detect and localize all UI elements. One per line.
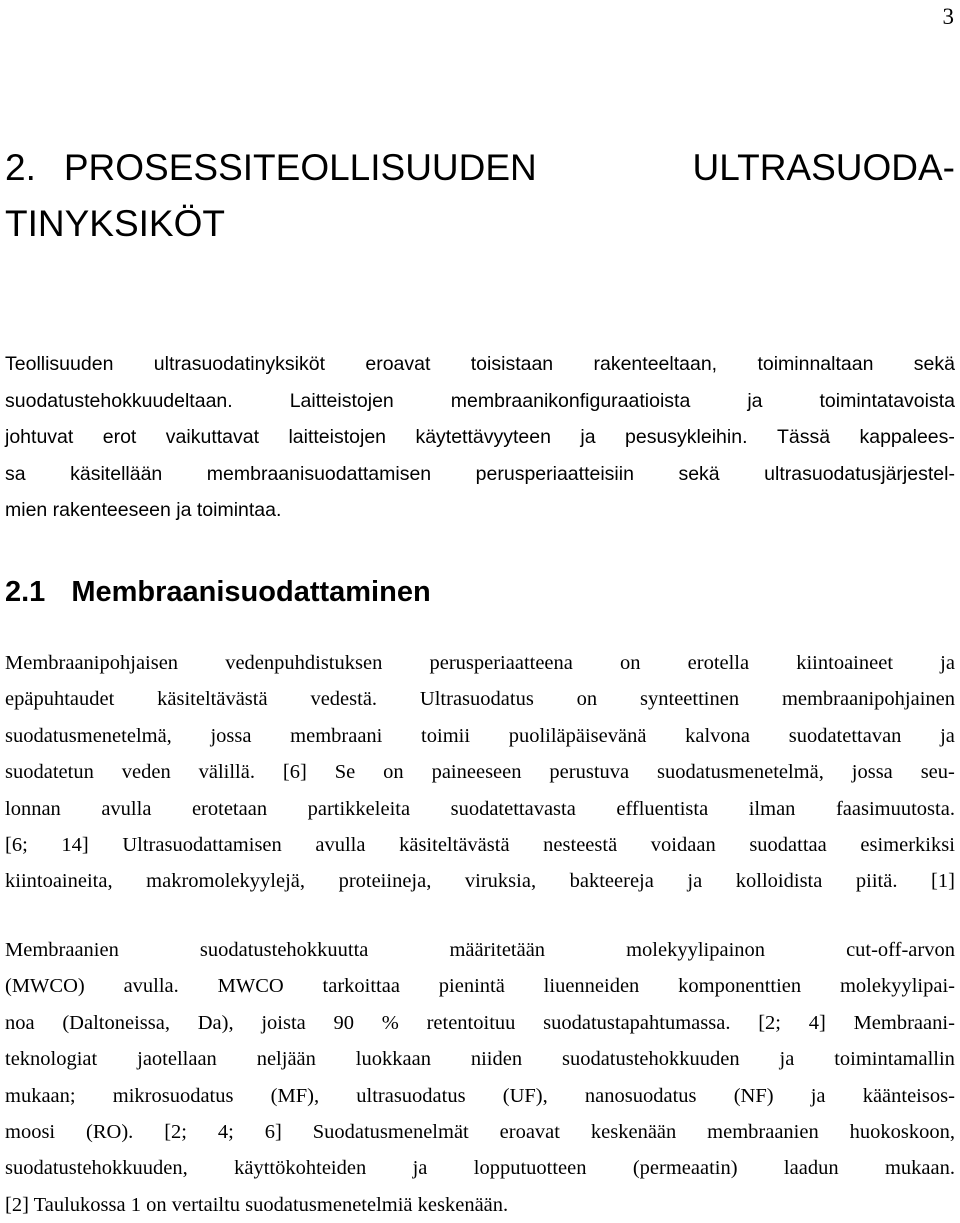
word: avulla [101, 797, 152, 820]
word: epäpuhtaudet [5, 688, 115, 711]
word: mukaan. [884, 1157, 955, 1180]
word: suodatustehokkuutta [199, 939, 369, 961]
word: käsitellään [70, 462, 163, 485]
word: teknologiat [5, 1048, 98, 1071]
word: erot [102, 426, 137, 449]
word: suodatettavan [788, 724, 902, 747]
word: tarkoittaa [322, 975, 400, 998]
word: seu- [920, 761, 955, 784]
word: vedenpuhdistuksen [225, 652, 383, 674]
word: kiintoaineita, [5, 870, 113, 893]
word: [2; [758, 1011, 781, 1034]
word: pienintä [438, 975, 505, 998]
word: Ultrasuodattamisen [122, 834, 282, 857]
word: on [576, 688, 598, 711]
word: laitteistojen [288, 426, 387, 449]
word: jossa [851, 761, 893, 784]
word: kalvona [685, 724, 751, 747]
word: jaotellaan [137, 1048, 217, 1071]
word: 6] [264, 1121, 282, 1144]
word: Suodatusmenelmät [312, 1121, 469, 1144]
word: ja [810, 1084, 826, 1107]
word: laadun [783, 1157, 839, 1180]
word: (UF), [502, 1084, 548, 1107]
word: niiden [470, 1048, 523, 1071]
word: ja [779, 1048, 795, 1071]
word: viruksia, [464, 870, 537, 893]
body-paragraph-2 [5, 932, 955, 1223]
paragraph-line: [2] Taulukossa 1 on vertailtu suodatusmenetelmiä keskenään. [5, 1193, 509, 1216]
intro-paragraph [5, 346, 955, 529]
word: kolloidista [735, 870, 823, 893]
word: sa [5, 462, 26, 485]
word: [6; [5, 834, 28, 857]
word: retentoituu [426, 1011, 516, 1034]
word: molekyylipai- [839, 975, 955, 998]
paragraph-line [5, 932, 955, 968]
word: johtuvat [5, 426, 74, 449]
word: Teollisuuden [5, 353, 114, 375]
word: toisistaan [470, 353, 554, 375]
word: keskenään [590, 1121, 677, 1144]
paragraph-line [5, 827, 955, 863]
word: suodatettavasta [450, 797, 576, 820]
word: neljään [256, 1048, 316, 1071]
word: paineeseen [431, 761, 522, 784]
chapter-title-part-3: TINYKSIKÖT [5, 203, 225, 244]
paragraph-line [5, 681, 955, 717]
word: joista [261, 1011, 306, 1034]
paragraph-line [5, 1041, 955, 1077]
word: (Daltoneissa, [62, 1011, 170, 1034]
word: membraanikonfiguraatioista [450, 389, 691, 412]
word: on [383, 761, 404, 784]
word: faasimuutosta. [835, 797, 955, 820]
word: sekä [913, 353, 955, 375]
body-paragraph-1 [5, 645, 955, 900]
word: Membraani- [853, 1011, 955, 1034]
paragraph-line [5, 1150, 955, 1186]
word: Membraanipohjaisen [5, 652, 179, 674]
word: membraanien [707, 1121, 819, 1144]
word: eroavat [499, 1121, 560, 1144]
word: sekä [678, 462, 720, 485]
word: bakteereja [569, 870, 654, 893]
word: moosi [5, 1121, 56, 1144]
word: [2; [164, 1121, 187, 1144]
chapter-title-part-2: ULTRASUODA- [692, 147, 955, 188]
word: puoliläpäisevänä [508, 724, 647, 747]
word: partikkeleita [307, 797, 411, 820]
word: liuenneiden [543, 975, 640, 998]
word: erotetaan [191, 797, 268, 820]
word: esimerkiksi [860, 834, 955, 857]
paragraph-line [5, 863, 955, 899]
word: Ultrasuodatus [419, 688, 534, 711]
paragraph-line [5, 718, 955, 754]
word: Se [334, 761, 356, 784]
word: ja [412, 1157, 428, 1180]
word: synteettinen [640, 688, 740, 711]
word: avulla. [123, 975, 179, 998]
word: toimintatavoista [819, 389, 955, 412]
word: lonnan [5, 797, 61, 820]
intro-line [5, 346, 955, 383]
word: [6] [282, 761, 307, 784]
word: (NF) [733, 1084, 774, 1107]
word: vedestä. [310, 688, 378, 711]
word: proteiineja, [338, 870, 432, 893]
intro-line [5, 419, 955, 456]
chapter-number: 2. [5, 147, 36, 188]
paragraph-line [5, 791, 955, 827]
word: pesusykleihin. [625, 426, 748, 449]
paragraph-line [5, 754, 955, 790]
word: ja [580, 426, 596, 449]
word: kappalees- [859, 426, 955, 449]
word: jossa [210, 724, 252, 747]
word: eroavat [365, 353, 431, 375]
word: erotella [687, 652, 750, 674]
intro-line: mien rakenteeseen ja toimintaa. [5, 499, 282, 522]
word: effluentista [616, 797, 709, 820]
word: perusperiaatteena [429, 652, 573, 674]
word: ja [940, 724, 955, 747]
word: nesteestä [543, 834, 618, 857]
page-number: 3 [942, 4, 954, 29]
word: veden [121, 761, 171, 784]
word: ja [747, 389, 763, 412]
word: vaikuttavat [165, 426, 260, 449]
paragraph-line [5, 1078, 955, 1114]
word: mukaan; [5, 1084, 76, 1107]
word: huokoskoon, [849, 1121, 955, 1144]
word: käytettävyyteen [415, 426, 551, 449]
paragraph-line [5, 1005, 955, 1041]
word: ilman [748, 797, 796, 820]
word: membraanisuodattamisen [206, 462, 432, 485]
word: cut-off-arvon [846, 939, 955, 961]
word: Laitteistojen [289, 389, 394, 412]
word: on [620, 652, 641, 674]
word: (RO). [86, 1121, 134, 1144]
chapter-title [5, 140, 955, 252]
word: luokkaan [355, 1048, 431, 1071]
word: 14] [61, 834, 89, 857]
word: ultrasuodatinyksiköt [153, 353, 326, 375]
word: määritetään [449, 939, 546, 961]
section-number: 2.1 [5, 576, 46, 608]
word: suodatustehokkuudeltaan. [5, 389, 233, 412]
word: avulla [315, 834, 366, 857]
word: nanosuodatus [584, 1084, 697, 1107]
word: toimintamallin [834, 1048, 955, 1071]
word: toimii [421, 724, 471, 747]
word: kiintoaineet [796, 652, 894, 674]
section-heading: Membraanisuodattaminen [71, 576, 431, 608]
word: suodatustapahtumassa. [543, 1011, 731, 1034]
paragraph-line [5, 645, 955, 681]
word: membraani [290, 724, 383, 747]
word: perusperiaatteisiin [475, 462, 634, 485]
word: suodatusmenetelmä, [657, 761, 824, 784]
word: lopputuotteen [473, 1157, 587, 1180]
word: noa [5, 1011, 35, 1034]
word: Tässä [776, 426, 831, 449]
chapter-title-main [5, 140, 537, 196]
word: suodatustehokkuuden [561, 1048, 740, 1071]
word: (MWCO) [5, 975, 85, 998]
word: ja [940, 652, 955, 674]
word: ja [687, 870, 703, 893]
word: % [381, 1011, 399, 1034]
word: käänteisos- [862, 1084, 955, 1107]
word: Membraanien [5, 939, 119, 961]
word: toiminnaltaan [757, 353, 874, 375]
word: MWCO [217, 975, 284, 998]
chapter-title-line-1 [5, 140, 955, 196]
word: (MF), [270, 1084, 320, 1107]
word: 90 [333, 1011, 354, 1034]
word: 4] [808, 1011, 826, 1034]
word: voidaan [650, 834, 716, 857]
word: suodatustehokkuuden, [5, 1157, 188, 1180]
word: makromolekyylejä, [146, 870, 305, 893]
word: Da), [197, 1011, 234, 1034]
word: mikrosuodatus [112, 1084, 234, 1107]
word: suodattaa [749, 834, 827, 857]
intro-line [5, 383, 955, 420]
word: ultrasuodatus [356, 1084, 466, 1107]
word: [1] [931, 870, 955, 893]
chapter-title-part-1: PROSESSITEOLLISUUDEN [63, 147, 537, 188]
word: perustuva [549, 761, 630, 784]
word: käsiteltävästä [399, 834, 510, 857]
section-title [5, 570, 431, 614]
word: komponenttien [678, 975, 802, 998]
intro-line [5, 456, 955, 493]
word: käyttökohteiden [234, 1157, 367, 1180]
word: (permeaatin) [632, 1157, 738, 1180]
word: välillä. [198, 761, 255, 784]
word: 4; [217, 1121, 234, 1144]
word: käsiteltävästä [157, 688, 268, 711]
word: piitä. [855, 870, 898, 893]
word: suodatetun [5, 761, 94, 784]
word: ultrasuodatusjärjestel- [764, 462, 955, 485]
paragraph-line [5, 1114, 955, 1150]
word: membraanipohjainen [781, 688, 955, 711]
word: rakenteeltaan, [593, 353, 718, 375]
paragraph-line [5, 968, 955, 1004]
word: suodatusmenetelmä, [5, 724, 172, 747]
word: molekyylipainon [626, 939, 766, 961]
